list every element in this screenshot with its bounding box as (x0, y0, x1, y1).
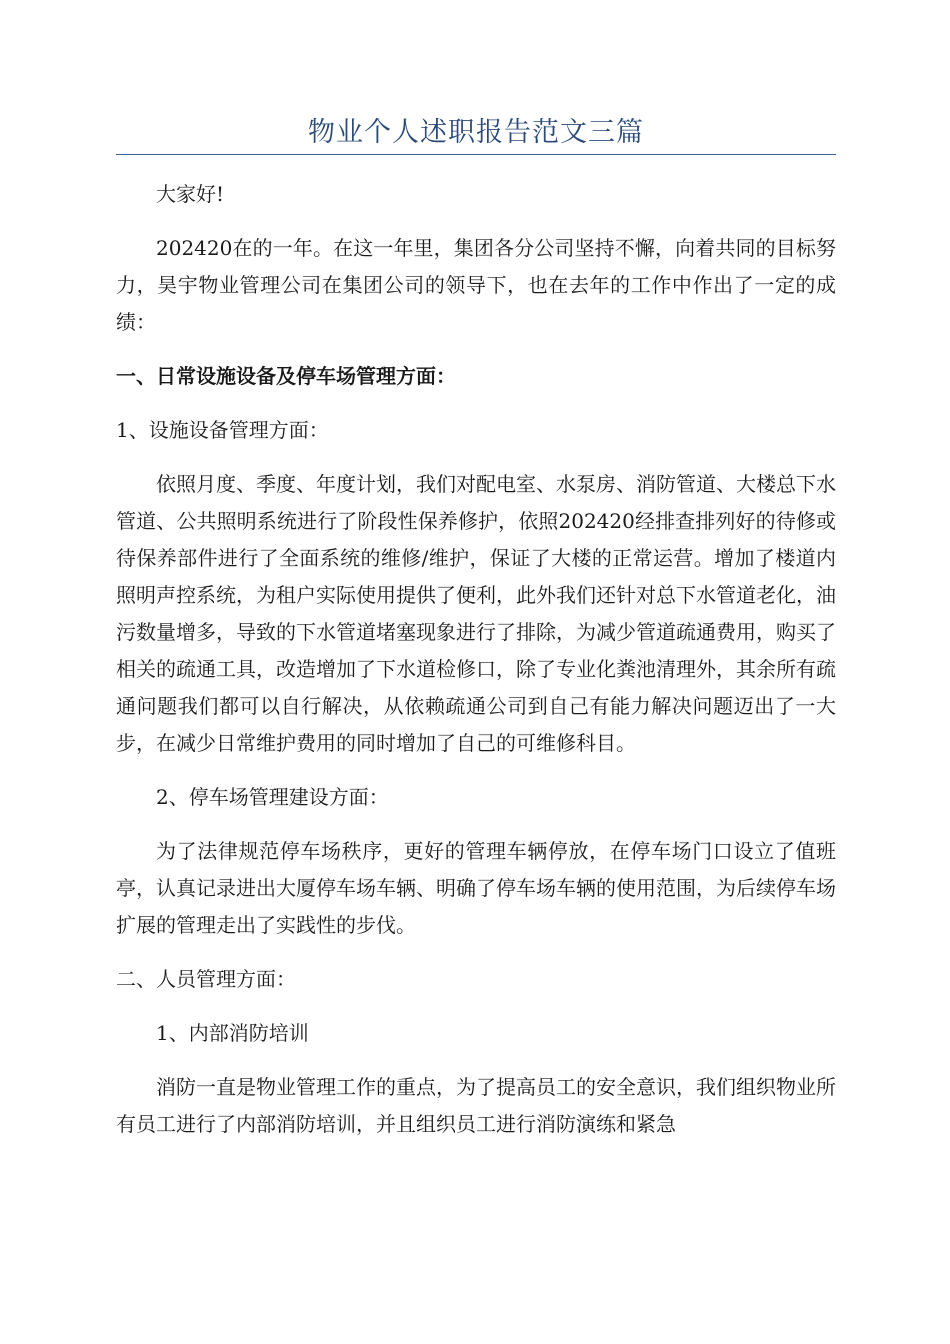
section-1-paragraph-2: 为了法律规范停车场秩序，更好的管理车辆停放，在停车场门口设立了值班亭，认真记录进出大厦停车场车辆、明确了停车场车辆的使用范围，为后续停车场扩展的管理走出了实践性的步伐。 (116, 839, 836, 937)
title-underline (116, 154, 836, 155)
section-2-paragraph-1: 消防一直是物业管理工作的重点，为了提高员工的安全意识，我们组织物业所有员工进行了内部消防培训，并且组织员工进行消防演练和紧急 (116, 1075, 836, 1136)
section-2-heading: 二、人员管理方面： (116, 967, 296, 991)
section-1-heading: 一、日常设施设备及停车场管理方面： (116, 364, 456, 388)
document-body (116, 176, 836, 1143)
section-1-subheading-1: 1、设施设备管理方面： (116, 418, 329, 442)
section-1-subheading-2: 2、停车场管理建设方面： (156, 785, 389, 809)
document-page (116, 0, 836, 1344)
document-title: 物业个人述职报告范文三篇 (308, 117, 644, 148)
section-1-paragraph-1: 依照月度、季度、年度计划，我们对配电室、水泵房、消防管道、大楼总下水管道、公共照明系统进行了阶段性保养修护，依照202420经排查排列好的待修或待保养部件进行了全面系统的维修/维护，保证了大楼的正常运营。增加了楼道内照明声控系统，为租户实际使用提供了便利，此外我们还针对总下水管道老化，油污数量增多，导致的下水管道堵塞现象进行了排除，为减少管道疏通费用，购买了相关的疏通工具，改造增加了下水道检修口，除了专业化粪池清理外，其余所有疏通问题我们都可以自行解决，从依赖疏通公司到自己有能力解决问题迈出了一大步，在减少日常维护费用的同时增加了自己的可维修科目。 (116, 472, 836, 755)
section-2-subheading-1: 1、内部消防培训 (156, 1021, 309, 1045)
greeting: 大家好! (156, 182, 225, 206)
intro-paragraph: 202420在的一年。在这一年里，集团各分公司坚持不懈，向着共同的目标努力，昊宇物业管理公司在集团公司的领导下，也在去年的工作中作出了一定的成绩： (116, 236, 836, 334)
